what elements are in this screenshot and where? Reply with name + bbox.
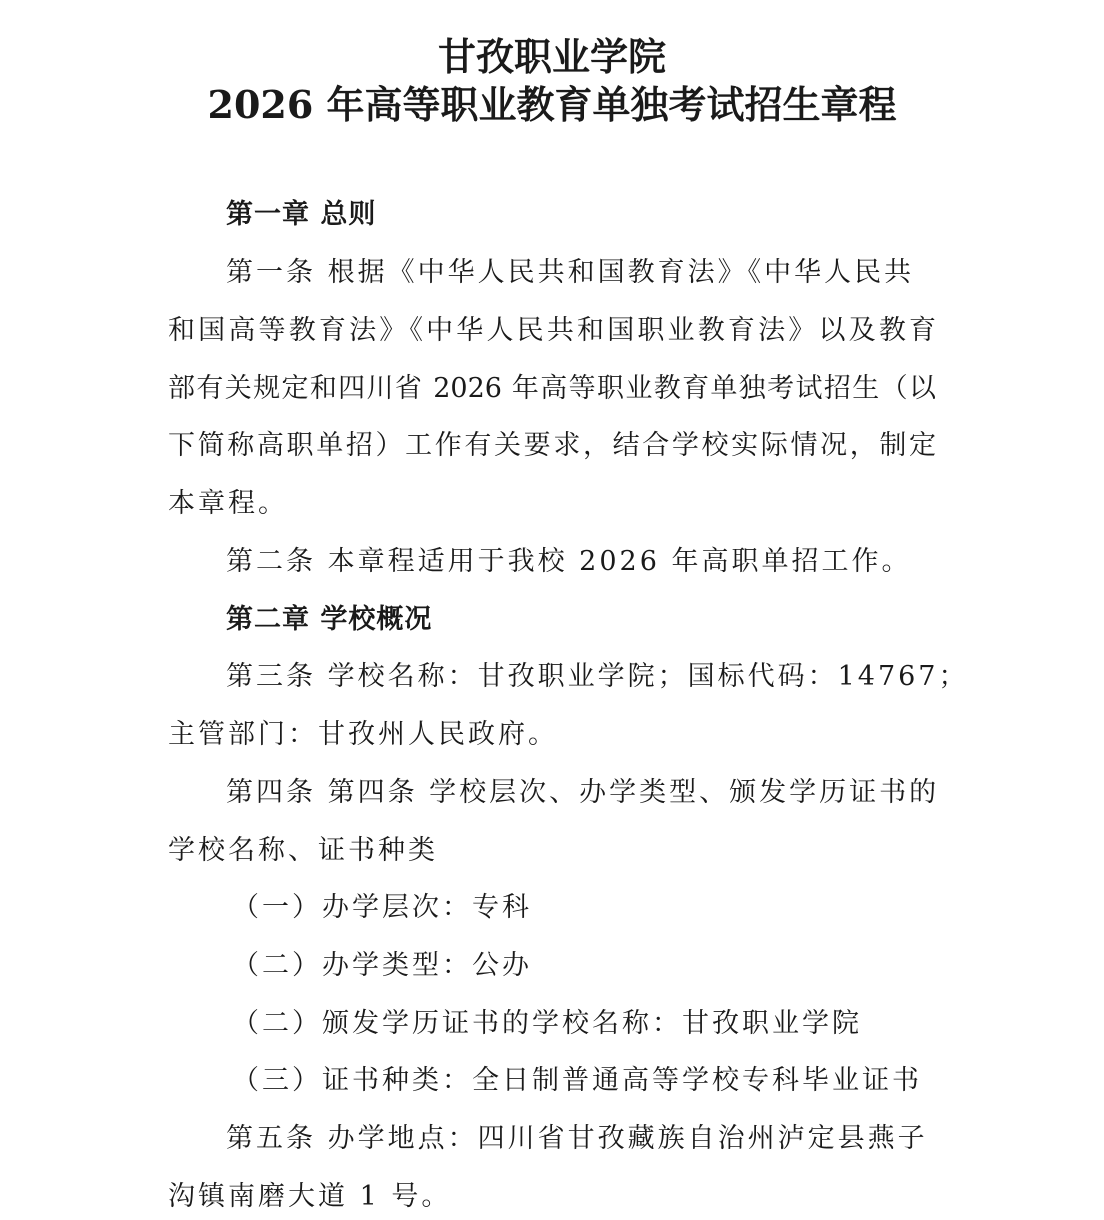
chapter-1-heading: 第一章 总则 — [226, 199, 377, 230]
article-3-line-2: 主管部门：甘孜州人民政府。 — [168, 719, 558, 750]
article-1-line-3: 部有关规定和四川省 2026 年高等职业教育单独考试招生（以 — [168, 373, 936, 404]
article-4-item-3: （二）颁发学历证书的学校名称：甘孜职业学院 — [232, 1008, 862, 1039]
article-5-line-1: 第五条 办学地点：四川省甘孜藏族自治州泸定县燕子 — [226, 1123, 928, 1154]
article-1-line-5: 本章程。 — [168, 488, 288, 519]
article-5-line-2: 沟镇南磨大道 1 号。 — [168, 1181, 452, 1212]
chapter-2-heading: 第二章 学校概况 — [226, 604, 433, 635]
document-title-line-2: 2026 年高等职业教育单独考试招生章程 — [207, 82, 897, 127]
article-4-line-2: 学校名称、证书种类 — [168, 835, 438, 866]
article-1-line-1: 第一条 根据《中华人民共和国教育法》《中华人民共 — [226, 257, 915, 288]
article-1-line-2: 和国高等教育法》《中华人民共和国职业教育法》以及教育 — [168, 315, 936, 346]
article-4-line-1: 第四条 第四条 学校层次、办学类型、颁发学历证书的 — [226, 777, 940, 808]
article-4-item-2: （二）办学类型：公办 — [232, 950, 532, 981]
article-2: 第二条 本章程适用于我校 2026 年高职单招工作。 — [226, 546, 912, 577]
article-1-line-4: 下简称高职单招）工作有关要求，结合学校实际情况，制定 — [168, 430, 936, 461]
article-4-item-4: （三）证书种类：全日制普通高等学校专科毕业证书 — [232, 1065, 922, 1096]
article-4-item-1: （一）办学层次：专科 — [232, 892, 532, 923]
article-3-line-1: 第三条 学校名称：甘孜职业学院；国标代码：14767； — [226, 661, 969, 692]
document-title-line-1: 甘孜职业学院 — [437, 34, 666, 79]
